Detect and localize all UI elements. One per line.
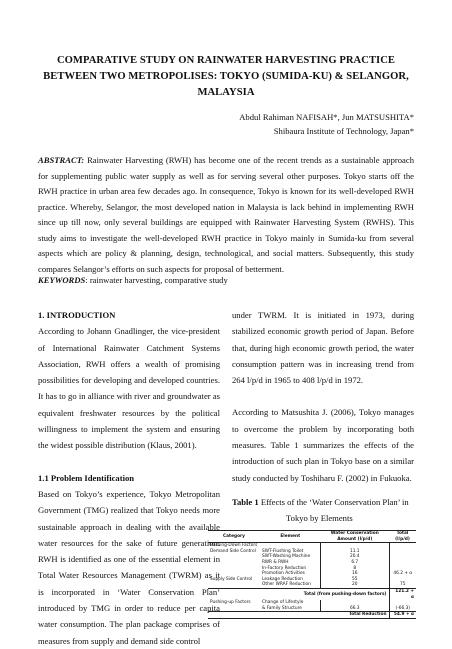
- table-subtotal-row: [208, 588, 416, 600]
- table-cell: In-Factory Reduction: [262, 565, 307, 571]
- right-paragraph-1: under TWRM. It is initiated in 1973, during stabilized economic growth period of Japan. Before that, during high economic growth period, the water consumption pattern was in increasing trend from 264 l/p/d in 1965 to 408 l/p/d in 1972.: [232, 310, 414, 386]
- water-conservation-table: [208, 530, 416, 619]
- table-cell: 46.2 + α: [389, 571, 416, 577]
- table-cell: 11.1: [321, 549, 390, 555]
- table-cell: Promotion Activities: [262, 571, 305, 577]
- table-subtotal-value: 121.2 + α: [389, 588, 416, 600]
- table-cell: 16: [321, 571, 390, 577]
- table-cell: Leakage Reduction: [262, 576, 303, 582]
- table-cell: 8: [321, 566, 390, 572]
- table-header-cell: Total (l/p/d): [389, 530, 416, 542]
- intro-paragraph-2: Based on Tokyo’s experience, Tokyo Metropolitan Government (TMG) realized that Tokyo needs more sustainable approach in dealing with the available water resources for the sake of future generation. RWH is identified as one of the essential element in Total Water Resources Management (TWRM) as it is incorporated in ‘Water Conservation Plan’ introduced by TMG in order to reduce per capita water consumption. The plan package comprises of measures from supply and demand side control: [38, 488, 220, 646]
- table-cell: 66.3: [321, 606, 390, 612]
- abstract-text: Rainwater Harvesting (RWH) has become one of the recent trends as a sustainable approach for supplementing public water supply as well as for serving several other purposes. Tokyo starts off the RWH practice in urban area few decades ago. In consequence, Tokyo is known for its well-developed RWH practice. Whereby, Selangor, the most developed nation in Malaysia is lack behind in implementing RWH since up till now, only several buildings are equipped with Rainwater Harvesting System (RWHS). This study aims to investigate the well-developed RWH practice in Tokyo mainly in Sumida-ku from several aspects which are policy & planning, design, technological, and social matters. Subsequently, this study compares Selangor’s efforts on such aspects for proposal of betterment.: [38, 155, 414, 274]
- table-caption-line2: Tokyo by Elements: [286, 512, 353, 523]
- keywords: [38, 274, 414, 287]
- section-heading-introduction: 1. INTRODUCTION: [38, 310, 116, 320]
- table-cell: 55: [321, 577, 390, 583]
- table-cell: Demand Side Control: [210, 548, 256, 554]
- table-caption-label: Table 1: [232, 496, 259, 507]
- table-cell: Pushing-Down Factors: [210, 543, 258, 549]
- table-cell: Supply Side Control: [210, 576, 253, 582]
- table-cell: SWT-Washing Machine: [262, 554, 311, 560]
- table-total-value: 54.9 + α: [389, 612, 416, 619]
- table-cell: 20: [321, 582, 390, 588]
- table-cell: Change of Lifestyle: [262, 600, 304, 606]
- keywords-label: KEYWORDS: [38, 275, 86, 285]
- table-cell: 20.4: [321, 554, 390, 560]
- abstract-label: ABSTRACT:: [38, 155, 85, 165]
- right-column: [210, 307, 414, 619]
- table-total-row: [208, 612, 416, 619]
- author-affiliation: Shibaura Institute of Technology, Japan*: [273, 125, 414, 136]
- paper-title: COMPARATIVE STUDY ON RAINWATER HARVESTING PRACTICE BETWEEN TWO METROPOLISES: TOKYO (SUMIDA-KU) & SELANGOR, MALAYSIA: [43, 55, 409, 98]
- table-total-label: Total Reduction: [208, 612, 389, 619]
- table-cell: Other WRAF Reduction: [262, 582, 311, 588]
- left-column: [38, 307, 220, 649]
- subsection-heading-problem-identification: 1.1 Problem Identification: [38, 472, 135, 483]
- table-cell: SWT-Flushing Toilet: [262, 548, 304, 554]
- table-caption: [232, 494, 414, 526]
- table-caption-text: Effects of the ‘Water Conservation Plan’ in: [258, 496, 409, 507]
- table-cell: Pushing-up Factors: [210, 600, 251, 606]
- keywords-text: : rainwater harvesting, comparative study: [85, 275, 228, 285]
- author-block: [239, 111, 414, 138]
- table-cell: 75: [389, 582, 416, 588]
- right-paragraph-2: According to Matsushita J. (2006), Tokyo manages to overcome the problem by incorporating both measures. Table 1 summarizes the effects of the introduction of such plan in Tokyo base on a similar study conducted by Toshiharu F. (2002) in Fukuoka.: [232, 407, 414, 483]
- table-header-cell: Category: [208, 530, 260, 542]
- table-header-cell: Water Conservation Amount (l/p/d): [321, 530, 390, 542]
- table-cell: & Family Structure: [262, 605, 302, 611]
- table-cell: (-66.3): [389, 606, 416, 612]
- table-subtotal-label: Total (from pushing-down factors): [208, 588, 389, 600]
- author-names: Abdul Rahiman NAFISAH*, Jun MATSUSHITA*: [239, 112, 414, 122]
- table-cell: 6.7: [321, 560, 390, 566]
- intro-paragraph-1: According to Johann Gnadlinger, the vice-president of International Rainwater Catchment Systems Association, RWH offers a wealth of promising possibilities for developing and developed countries. It has to go in alliance with river and groundwater as equivalent freshwater resources by the political willingness to implement the system and ensuring the widest possible distribution (Klaus, 2001).: [38, 326, 220, 451]
- table-header-row: [208, 530, 416, 542]
- table-cell: RWR & RWH: [262, 559, 289, 565]
- table-header-cell: Element: [260, 530, 321, 542]
- abstract: [38, 153, 414, 277]
